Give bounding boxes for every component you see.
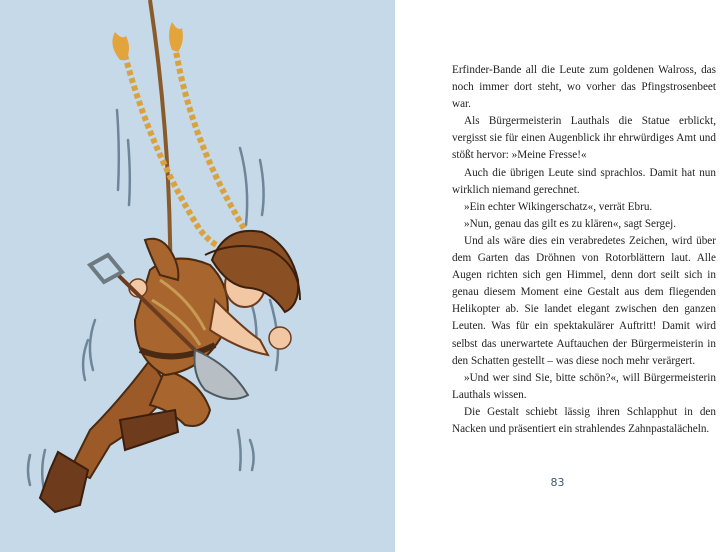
- shovel-blade: [194, 350, 248, 399]
- paragraph: Als Bürgermeisterin Lauthals die Statue erblickt, vergisst sie für einen Augenblick ihr ehrwürdiges Amt und stößt hervor: »Meine Fresse!«: [452, 115, 716, 162]
- fist: [269, 327, 291, 349]
- front-arm: [210, 300, 268, 355]
- golden-ropes: [125, 45, 245, 248]
- paragraph: »Nun, genau das gilt es zu klären«, sagt Sergej.: [464, 217, 676, 230]
- paragraph: »Und wer sind Sie, bitte schön?«, will Bürgermeisterin Lauthals wissen.: [452, 371, 716, 401]
- paragraph: »Ein echter Wikingerschatz«, verrät Ebru.: [464, 200, 653, 213]
- body-text: [452, 62, 716, 438]
- paragraph: Und als wäre dies ein verabredetes Zeichen, wird über dem Garten das Dröhnen von Rotorblättern laut. Alle Augen richten sich gen Himmel, denn dort seilt sich in genau diesem Moment eine Gestalt aus dem fliegenden Helikopter ab. Sie landet elegant zwischen den ganzen Leuten. Was für ein spektakulärer Auftritt! Damit wird selbst das unerwartete Auftauchen der Bürgermeisterin in den Schatten gestellt – was diese noch mehr verärgert.: [452, 234, 716, 367]
- paragraph: Auch die übrigen Leute sind sprachlos. Damit hat nun wirklich niemand gerechnet.: [452, 166, 716, 196]
- paragraph: Erfinder-Bande all die Leute zum goldenen Walross, das noch immer dort steht, wo vorher das Pfingstrosenbeet war.: [452, 64, 716, 111]
- text-page: [395, 0, 720, 552]
- page-number: 83: [550, 476, 565, 489]
- flame-left: [112, 32, 129, 60]
- shovel-grip: [90, 255, 122, 282]
- paragraph: Die Gestalt schiebt lässig ihren Schlapphut in den Nacken und präsentiert ein strahlendes Zahnpastalächeln.: [452, 405, 716, 435]
- flame-right: [169, 22, 183, 52]
